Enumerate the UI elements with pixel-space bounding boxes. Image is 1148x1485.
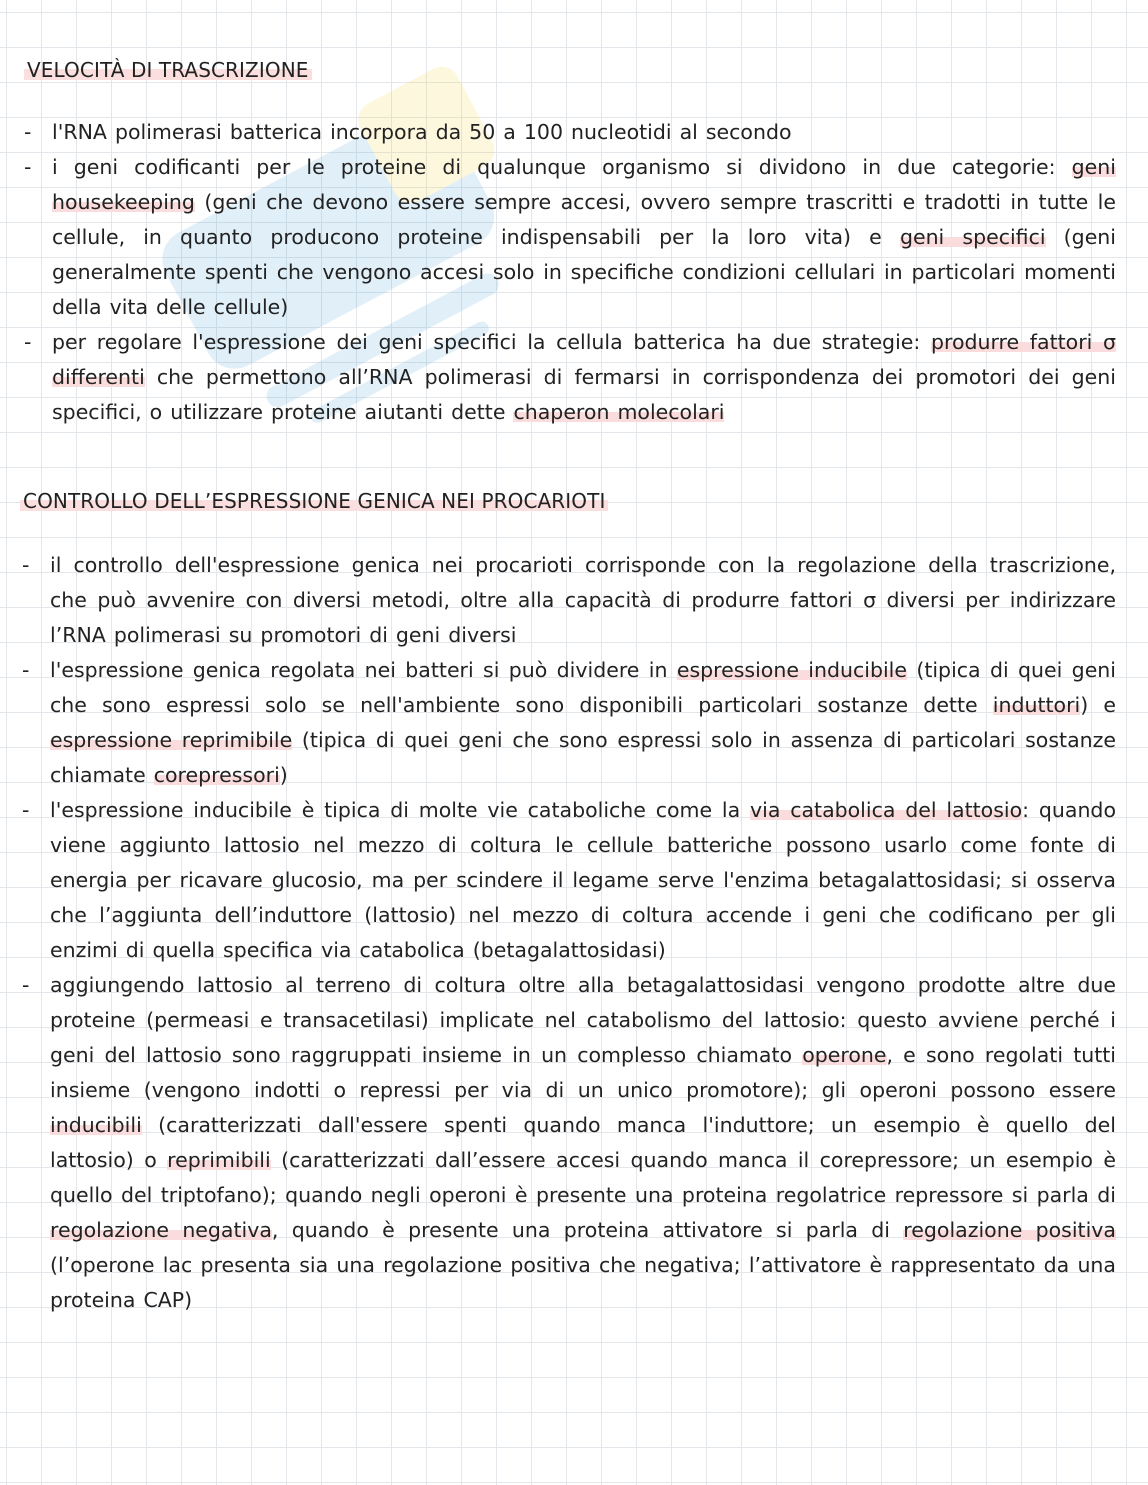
- highlighted-term: produrre fattori σ differenti: [52, 330, 1116, 389]
- bullet-dash: -: [24, 120, 32, 144]
- highlighted-term: regolazione negativa: [50, 1218, 272, 1242]
- list-item: [24, 115, 1116, 150]
- list-item: [24, 325, 1116, 430]
- item-text: ): [279, 763, 288, 787]
- item-text: che permettono all’RNA polimerasi di fermarsi in corrispondenza dei promotori dei geni specifici, o utilizzare proteine aiutanti dette: [52, 365, 1116, 424]
- highlighted-term: geni housekeeping: [52, 155, 1116, 214]
- item-text: l'RNA polimerasi batterica incorpora da 50 a 100 nucleotidi al secondo: [52, 120, 792, 144]
- highlighted-term: inducibili: [50, 1113, 142, 1137]
- bullet-dash: -: [24, 155, 32, 179]
- section-heading-controllo: CONTROLLO DELL’ESPRESSIONE GENICA NEI PROCARIOTI: [20, 485, 608, 517]
- item-text: aggiungendo lattosio al terreno di coltura oltre alla betagalattosidasi vengono prodotte altre due proteine (permeasi e transacetilasi) implicate nel catabolismo del lattosio: questo avviene perché i geni del lattosio sono raggruppati insieme in un complesso chiamato: [50, 973, 1116, 1067]
- bullet-dash: -: [22, 973, 30, 997]
- bullet-dash: -: [22, 658, 30, 682]
- list-item: [22, 653, 1116, 793]
- bullet-dash: -: [24, 330, 32, 354]
- item-text: : quando viene aggiunto lattosio nel mezzo di coltura le cellule batteriche possono usarlo come fonte di energia per ricavare glucosio, ma per scindere il legame serve l'enzima betagalattosidasi; si osserva che l’aggiunta dell’induttore (lattosio) nel mezzo di coltura accende i geni che codificano per gli enzimi di quella specifica via catabolica (betagalattosidasi): [50, 798, 1116, 962]
- item-text: (caratterizzati dall’essere accesi quando manca il corepressore; un esempio è quello del triptofano); quando negli operoni è presente una proteina regolatrice repressore si parla di: [50, 1148, 1116, 1207]
- item-text: i geni codificanti per le proteine di qualunque organismo si dividono in due categorie:: [52, 155, 1072, 179]
- bullet-dash: -: [22, 798, 30, 822]
- list-item: [24, 150, 1116, 325]
- item-text: ) e: [1080, 693, 1116, 717]
- highlighted-term: chaperon molecolari: [513, 400, 725, 424]
- bullet-list-controllo: [22, 548, 1116, 1318]
- item-text: , e sono regolati tutti insieme (vengono indotti o repressi per via di un unico promotore); gli operoni possono essere: [50, 1043, 1116, 1102]
- item-text: (geni che devono essere sempre accesi, ovvero sempre trascritti e tradotti in tutte le cellule, in quanto producono proteine indispensabili per la loro vita) e: [52, 190, 1116, 249]
- item-text: il controllo dell'espressione genica nei procarioti corrisponde con la regolazione della trascrizione, che può avvenire con diversi metodi, oltre alla capacità di produrre fattori σ diversi per indirizzare l’RNA polimerasi su promotori di geni diversi: [50, 553, 1116, 647]
- bullet-dash: -: [22, 553, 30, 577]
- section-heading-velocita: VELOCITÀ DI TRASCRIZIONE: [24, 54, 312, 86]
- highlighted-term: espressione inducibile: [676, 658, 907, 682]
- item-text: (tipica di quei geni che sono espressi solo in assenza di particolari sostanze chiamate: [50, 728, 1116, 787]
- highlighted-term: operone: [802, 1043, 887, 1067]
- highlighted-term: reprimibili: [167, 1148, 271, 1172]
- list-item: [22, 793, 1116, 968]
- item-text: l'espressione inducibile è tipica di molte vie cataboliche come la: [50, 798, 750, 822]
- highlighted-term: regolazione positiva: [903, 1218, 1116, 1242]
- list-item: [22, 548, 1116, 653]
- highlighted-term: via catabolica del lattosio: [750, 798, 1023, 822]
- highlighted-term: geni specifici: [899, 225, 1046, 249]
- item-text: (l’operone lac presenta sia una regolazione positiva che negativa; l’attivatore è rappresentato da una proteina CAP): [50, 1253, 1116, 1312]
- highlighted-term: induttori: [992, 693, 1081, 717]
- item-text: (caratterizzati dall'essere spenti quando manca l'induttore; un esempio è quello del lattosio) o: [50, 1113, 1116, 1172]
- item-text: (tipica di quei geni che sono espressi solo se nell'ambiente sono disponibili particolari sostanze dette: [50, 658, 1116, 717]
- item-text: l'espressione genica regolata nei batteri si può dividere in: [50, 658, 677, 682]
- item-text: per regolare l'espressione dei geni specifici la cellula batterica ha due strategie:: [52, 330, 931, 354]
- highlighted-term: espressione reprimibile: [50, 728, 293, 752]
- list-item: [22, 968, 1116, 1318]
- item-text: (geni generalmente spenti che vengono accesi solo in specifiche condizioni cellulari in particolari momenti della vita delle cellule): [52, 225, 1116, 319]
- bullet-list-velocita: [24, 115, 1116, 430]
- item-text: , quando è presente una proteina attivatore si parla di: [271, 1218, 904, 1242]
- highlighted-term: corepressori: [153, 763, 280, 787]
